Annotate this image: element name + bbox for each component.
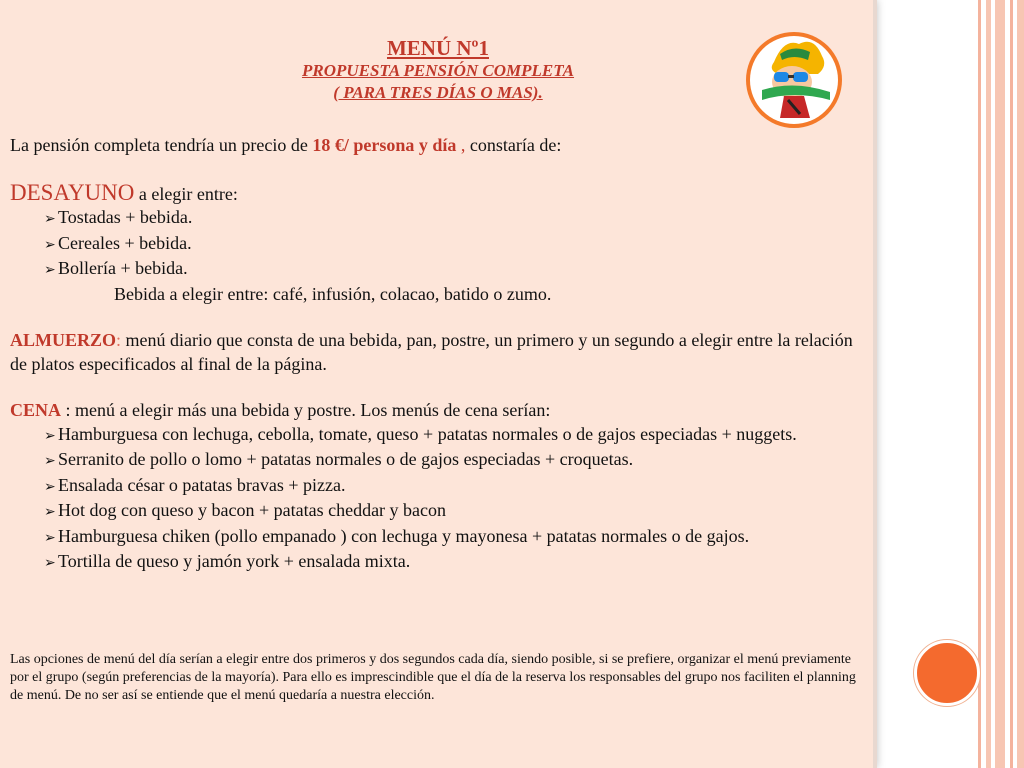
arrow-bullet-icon: ➢ [44, 263, 56, 278]
spacer [10, 158, 870, 181]
list-item-text: Ensalada césar o patatas bravas + pizza. [58, 474, 346, 495]
arrow-bullet-icon: ➢ [44, 479, 56, 495]
list-item [10, 206, 870, 232]
spacer [10, 306, 870, 329]
list-item [10, 474, 870, 500]
list-item-text: Tortilla de queso y jamón york + ensalada mixta. [58, 551, 411, 571]
desayuno-heading-line [10, 181, 870, 207]
price-highlight: 18 €/ persona y día [312, 135, 457, 155]
slide-edge [873, 0, 877, 768]
intro-separator: , [456, 135, 470, 155]
cena-heading-line [10, 399, 870, 423]
list-item [10, 257, 870, 283]
arrow-bullet-icon: ➢ [44, 237, 56, 253]
spacer [10, 376, 870, 399]
arrow-bullet-icon: ➢ [44, 530, 56, 546]
desayuno-heading: DESAYUNO [10, 179, 135, 205]
intro-text: La pensión completa tendría un precio de [10, 135, 313, 155]
intro-paragraph [10, 134, 870, 158]
menu-content [10, 134, 870, 576]
mascot-logo [744, 30, 844, 130]
list-item [10, 499, 870, 525]
list-item-text: Tostadas + bebida. [58, 207, 193, 227]
list-item [10, 423, 870, 449]
arrow-bullet-icon: ➢ [44, 428, 56, 444]
almuerzo-heading: ALMUERZO [10, 330, 117, 350]
decor-stripe [978, 0, 981, 768]
list-item [10, 448, 870, 474]
footer-note: Las opciones de menú del día serían a elegir entre dos primeros y dos segundos cada día, siendo posible, si se prefiere, organizar el menú previamente por el grupo (según preferencias de la mayoría). Para ello es imprescindible que el día de la reserva los responsables del grupo nos faciliten el planning de menú. De no ser así se entiende que el menú quedaría a nuestra elección. [10, 652, 856, 703]
decor-stripe [995, 0, 1005, 768]
menu-subtitle: PROPUESTA PENSIÓN COMPLETA [301, 61, 575, 80]
arrow-bullet-icon: ➢ [44, 454, 56, 469]
menu-title: MENÚ Nº1 [386, 36, 489, 60]
list-item-text: Hamburguesa con lechuga, cebolla, tomate, queso + patatas normales o de gajos especiadas + nuggets. [58, 423, 797, 444]
list-item-text: Cereales + bebida. [58, 232, 192, 253]
list-item [10, 525, 870, 551]
list-item-text: Serranito de pollo o lomo + patatas normales o de gajos especiadas + croquetas. [58, 449, 634, 469]
desayuno-list [10, 206, 870, 283]
list-item-text: Hot dog con queso y bacon + patatas cheddar y bacon [58, 500, 447, 520]
decor-orb [914, 640, 980, 706]
list-item [10, 550, 870, 576]
desayuno-suffix: a elegir entre: [134, 183, 238, 204]
arrow-bullet-icon: ➢ [44, 212, 56, 227]
almuerzo-paragraph [10, 329, 870, 376]
almuerzo-text: menú diario que consta de una bebida, pan, postre, un primero y un segundo a elegir entre la relación de platos especificados al final de la página. [10, 330, 853, 374]
decor-stripe [1017, 0, 1024, 768]
almuerzo-colon: : [116, 330, 122, 350]
list-item-text: Bollería + bebida. [58, 258, 188, 278]
cena-text: : menú a elegir más una bebida y postre. Los menús de cena serían: [61, 400, 551, 420]
decor-stripe [986, 0, 991, 768]
arrow-bullet-icon: ➢ [44, 505, 56, 520]
list-item [10, 232, 870, 258]
arrow-bullet-icon: ➢ [44, 556, 56, 571]
title-block [240, 36, 636, 104]
decor-stripe [1010, 0, 1013, 768]
desayuno-note: Bebida a elegir entre: café, infusión, colacao, batido o zumo. [114, 283, 552, 304]
cena-heading: CENA [10, 400, 62, 420]
cena-list [10, 423, 870, 576]
list-item-text: Hamburguesa chiken (pollo empanado ) con lechuga y mayonesa + patatas normales o de gajos. [58, 525, 750, 546]
intro-text-end: constaría de: [469, 135, 562, 155]
menu-subtitle-duration: ( PARA TRES DÍAS O MAS). [333, 83, 543, 102]
